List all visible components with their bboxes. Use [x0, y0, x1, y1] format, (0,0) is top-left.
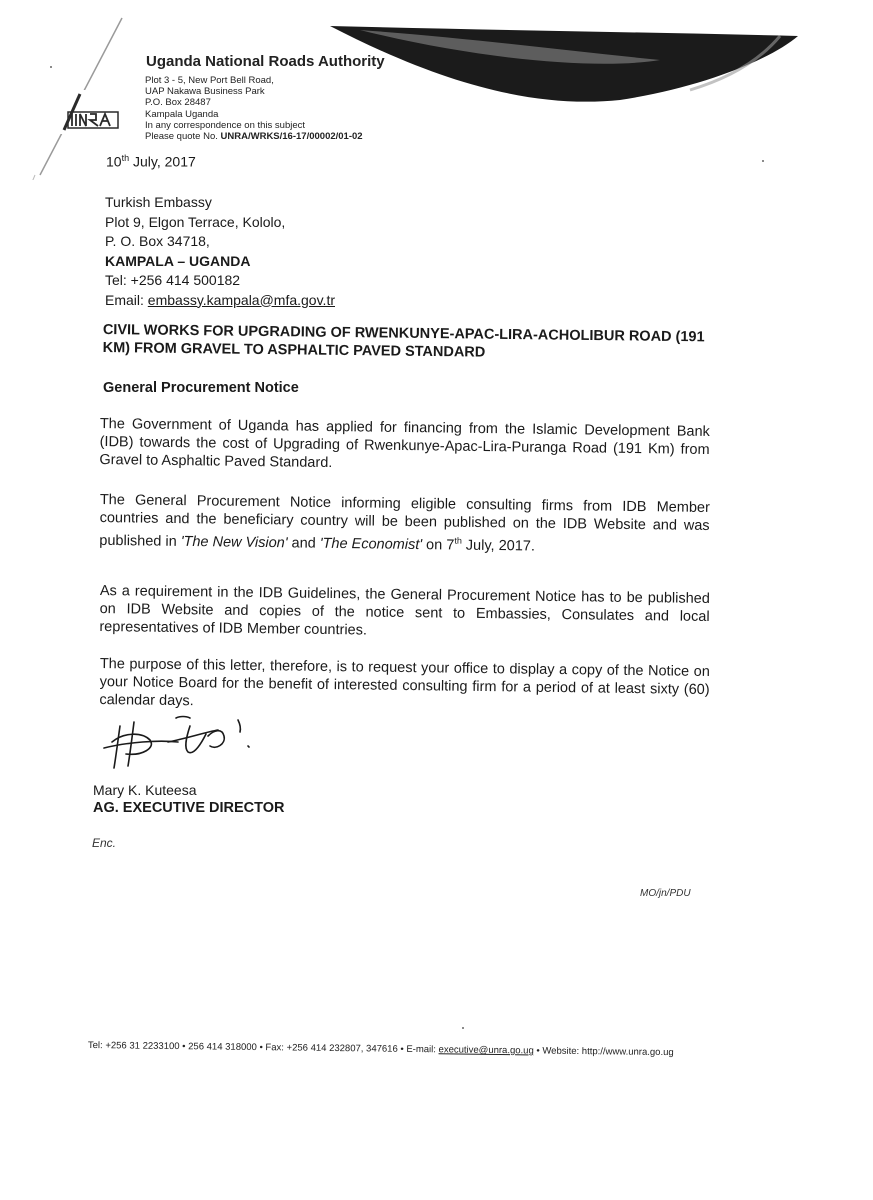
- quote-number: UNRA/WRKS/16-17/00002/01-02: [220, 131, 363, 143]
- signatory-name: Mary K. Kuteesa: [93, 782, 197, 798]
- reference-initials: MO/jn/PDU: [640, 888, 691, 899]
- recipient-email-link[interactable]: embassy.kampala@mfa.gov.tr: [147, 291, 335, 308]
- letterhead-address: [145, 75, 363, 142]
- body-paragraph-4: The purpose of this letter, therefore, is to request your office to display a copy of the Notice on your Notice Board for the benefit of interested consulting firm for a period of at least sixty (60) calendar days.: [99, 655, 710, 710]
- unra-logo: [60, 90, 122, 134]
- recipient-address-line: Plot 9, Elgon Terrace, Kololo,: [105, 213, 286, 230]
- scan-speck: [762, 160, 764, 162]
- footer-contacts: Tel: +256 31 2233100 • 256 414 318000 • Fax: +256 414 232807, 347616 • E-mail: executive@unra.go.ug • Website: http://www.unra.go.ug: [87, 1040, 674, 1059]
- quote-prefix: Please quote No.: [145, 131, 221, 143]
- address-line: UAP Nakawa Business Park: [145, 86, 265, 98]
- scan-speck: [462, 1027, 464, 1029]
- body-paragraph-1: The Government of Uganda has applied for financing from the Islamic Development Bank (IDB) towards the cost of Upgrading of Rwenkunye-Apac-Lira-Puranga Road (191 Km) from Gravel to Asphaltic Paved Standard.: [99, 415, 710, 472]
- signatory-title: AG. EXECUTIVE DIRECTOR: [93, 800, 285, 816]
- address-line: Plot 3 - 5, New Port Bell Road,: [145, 75, 274, 86]
- quote-line: [145, 131, 363, 142]
- recipient-block: [105, 193, 335, 310]
- recipient-name: Turkish Embassy: [105, 194, 212, 210]
- footer-email-link[interactable]: executive@unra.go.ug: [438, 1044, 534, 1057]
- handwritten-signature: [98, 712, 268, 774]
- recipient-tel: Tel: +256 414 500182: [105, 272, 241, 288]
- notice-heading: General Procurement Notice: [103, 380, 299, 396]
- body-paragraph-3: As a requirement in the IDB Guidelines, the General Procurement Notice has to be published on IDB Website and copies of the notice sent to Embassies, Consulates and local representatives of IDB Member countries.: [99, 582, 710, 639]
- recipient-email-line: Email: embassy.kampala@mfa.gov.tr: [105, 291, 335, 308]
- address-line: P.O. Box 28487: [145, 97, 211, 109]
- letter-date: 10th July, 2017: [106, 153, 196, 170]
- address-line: Kampala Uganda: [145, 108, 219, 120]
- recipient-po-box: P. O. Box 34718,: [105, 233, 210, 249]
- enclosure-note: Enc.: [92, 836, 117, 850]
- organization-name: Uganda National Roads Authority: [146, 53, 385, 70]
- letter-subject: CIVIL WORKS FOR UPGRADING OF RWENKUNYE-APAC-LIRA-ACHOLIBUR ROAD (191 KM) FROM GRAVEL TO ASPHALTIC PAVED STANDARD: [102, 321, 705, 361]
- recipient-city: KAMPALA – UGANDA: [105, 252, 251, 269]
- address-line: In any correspondence on this subject: [145, 119, 306, 131]
- scan-speck: [50, 66, 52, 68]
- body-paragraph-2: The General Procurement Notice informing eligible consulting firms from IDB Member countries and the beneficiary country will be been published on the IDB Website and was published in 'The New Vision' and 'The Economist' on 7th July, 2017.: [99, 491, 710, 555]
